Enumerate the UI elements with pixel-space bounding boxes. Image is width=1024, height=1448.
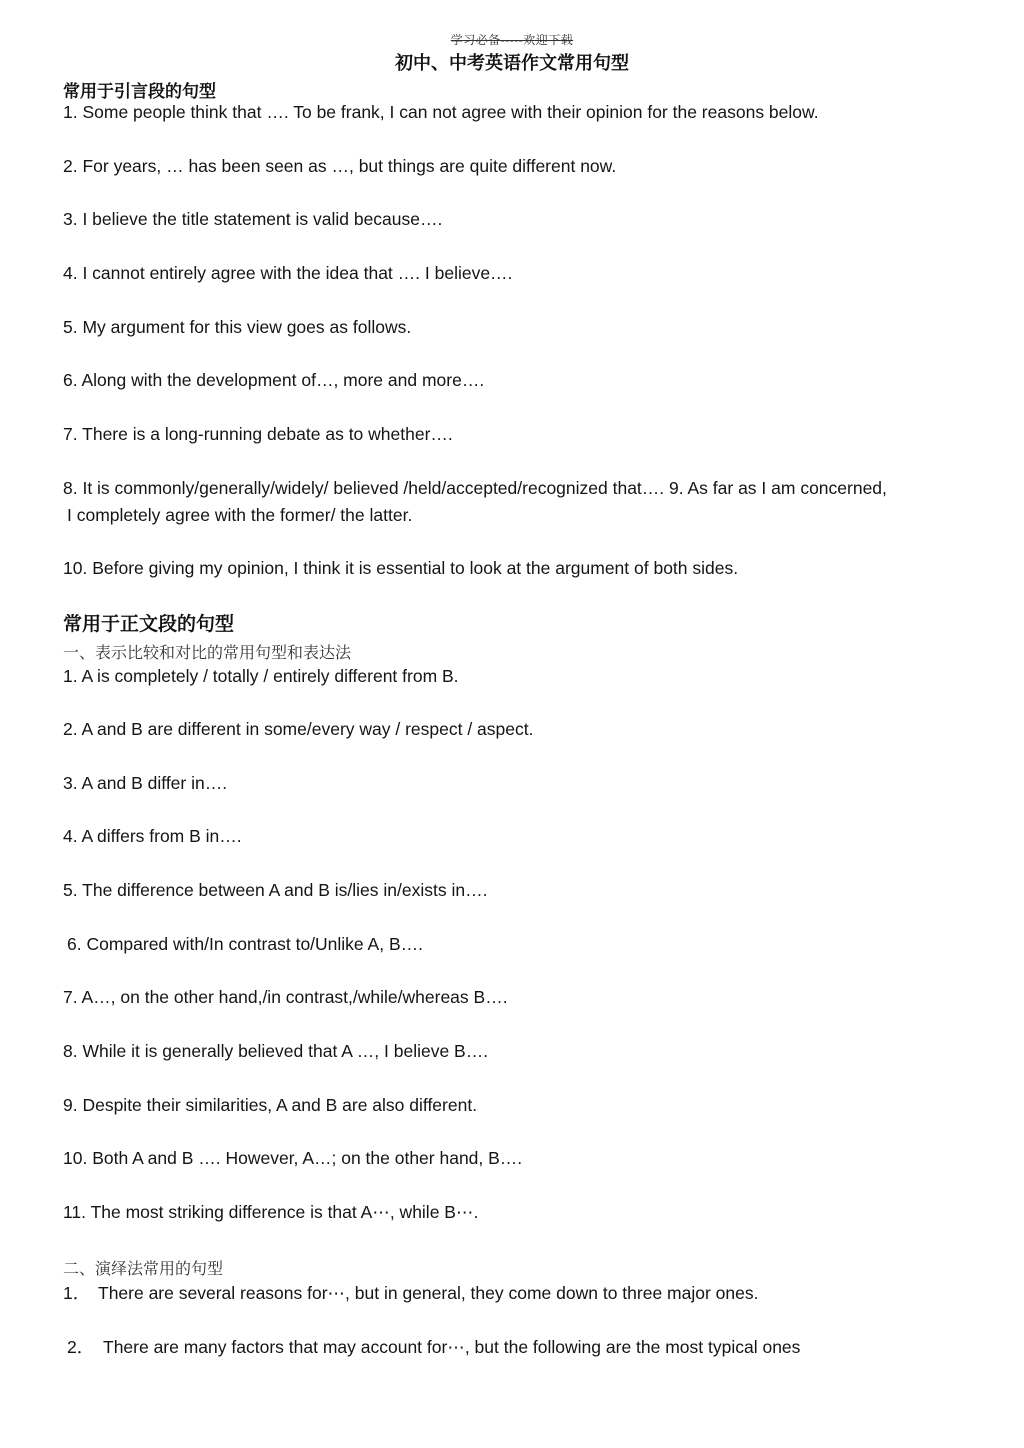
document-title: 初中、中考英语作文常用句型 <box>395 53 629 73</box>
deduction-sentence-1-text: There are several reasons for⋯, but in general, they come down to three major ones. <box>98 1283 759 1303</box>
intro-sentence-9-continued: I completely agree with the former/ the latter. <box>67 505 413 525</box>
intro-sentence-6: 6. Along with the development of…, more and more…. <box>63 370 485 390</box>
subsection-heading-comparison: 一、表示比较和对比的常用句型和表达法 <box>63 643 352 662</box>
subsection-heading-deduction: 二、演绎法常用的句型 <box>63 1259 224 1278</box>
deduction-sentence-1-number: 1． <box>63 1283 91 1303</box>
comparison-sentence-1: 1. A is completely / totally / entirely different from B. <box>63 666 459 686</box>
deduction-sentence-2 <box>67 1334 800 1361</box>
deduction-sentence-2-number: 2． <box>67 1337 95 1357</box>
comparison-sentence-2: 2. A and B are different in some/every way / respect / aspect. <box>63 719 534 739</box>
intro-sentence-10: 10. Before giving my opinion, I think it is essential to look at the argument of both sides. <box>63 558 739 578</box>
comparison-sentence-5: 5. The difference between A and B is/lies in/exists in…. <box>63 880 488 900</box>
comparison-sentence-8: 8. While it is generally believed that A …, I believe B…. <box>63 1041 489 1061</box>
comparison-sentence-10: 10. Both A and B …. However, A…; on the other hand, B…. <box>63 1148 523 1168</box>
intro-sentence-5: 5. My argument for this view goes as follows. <box>63 317 412 337</box>
comparison-sentence-3: 3. A and B differ in…. <box>63 773 228 793</box>
deduction-sentence-1 <box>63 1280 758 1307</box>
header-note: 学习必备-----欢迎下载 <box>450 33 574 47</box>
comparison-sentence-7: 7. A…, on the other hand,/in contrast,/while/whereas B…. <box>63 987 508 1007</box>
intro-sentence-2: 2. For years, … has been seen as …, but things are quite different now. <box>63 156 617 176</box>
deduction-sentence-2-text: There are many factors that may account for⋯, but the following are the most typical ones <box>103 1337 801 1357</box>
section-heading-body: 常用于正文段的句型 <box>63 614 235 635</box>
intro-sentence-7: 7. There is a long-running debate as to whether…. <box>63 424 453 444</box>
comparison-sentence-11: 11. The most striking difference is that A⋯, while B⋯. <box>63 1202 479 1222</box>
intro-sentence-8: 8. It is commonly/generally/widely/ believed /held/accepted/recognized that…. 9. As far as I am concerned, <box>63 478 887 498</box>
comparison-sentence-4: 4. A differs from B in…. <box>63 826 242 846</box>
intro-sentence-3: 3. I believe the title statement is valid because…. <box>63 209 443 229</box>
intro-sentence-1: 1. Some people think that …. To be frank, I can not agree with their opinion for the reasons below. <box>63 102 819 122</box>
section-heading-introduction: 常用于引言段的句型 <box>63 82 216 101</box>
comparison-sentence-9: 9. Despite their similarities, A and B are also different. <box>63 1095 478 1115</box>
comparison-sentence-6: 6. Compared with/In contrast to/Unlike A, B…. <box>67 934 423 954</box>
intro-sentence-4: 4. I cannot entirely agree with the idea that …. I believe…. <box>63 263 513 283</box>
